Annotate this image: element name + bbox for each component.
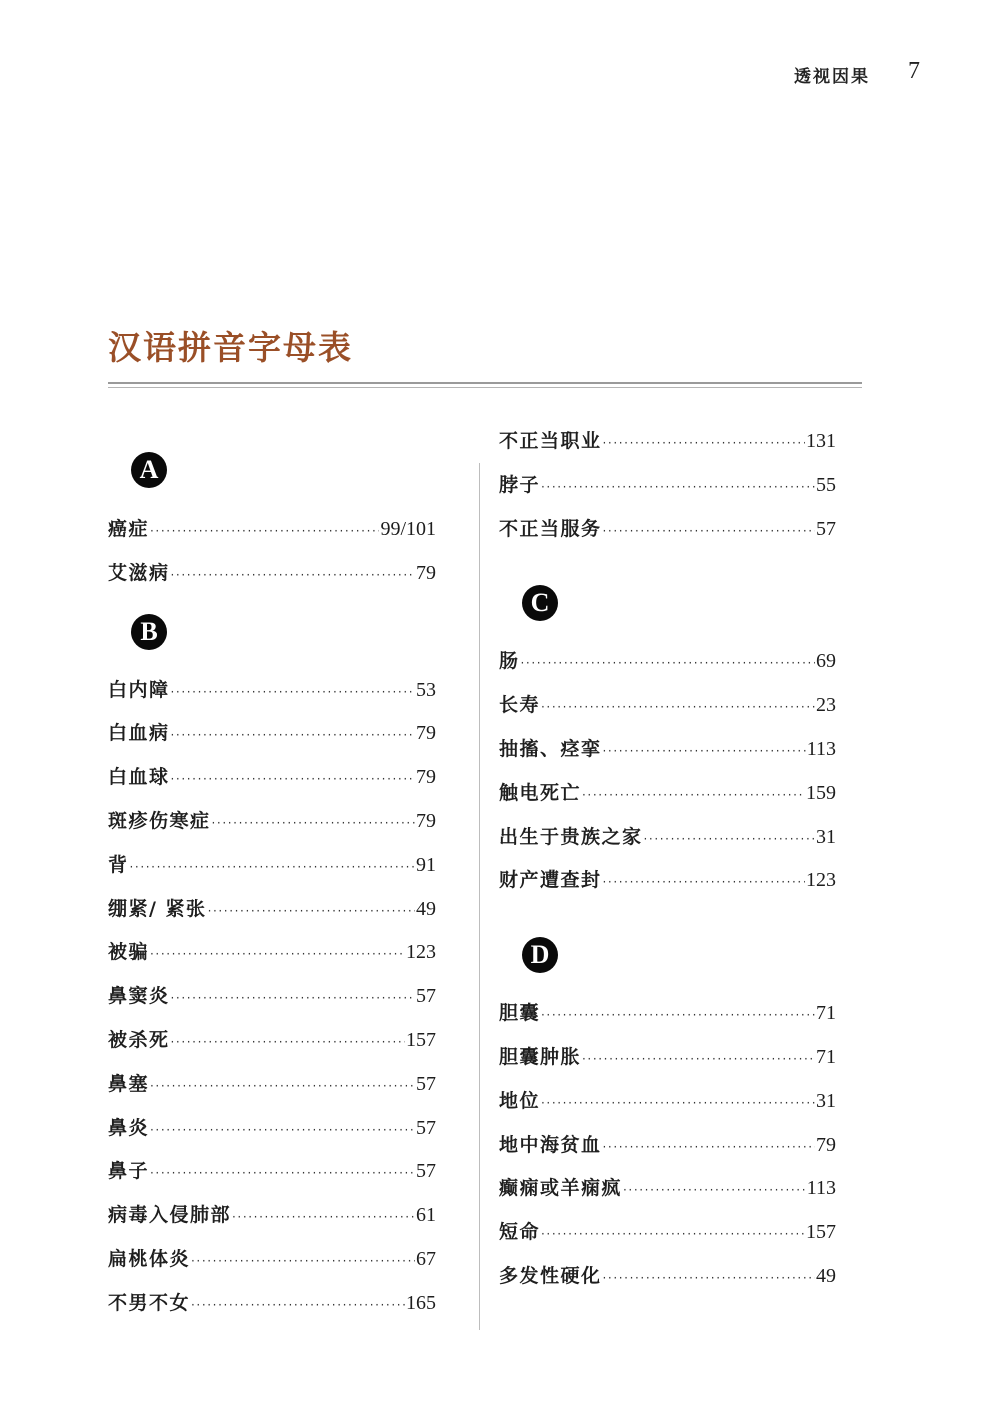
index-entry	[108, 1194, 436, 1238]
leader-dots	[603, 1257, 815, 1301]
index-entry	[499, 640, 836, 684]
entry-term: 癫痫或羊痫疯	[499, 1177, 623, 1200]
entry-page: 61	[416, 1204, 436, 1227]
letter-badge-c: C	[522, 585, 558, 621]
entry-page: 57	[416, 985, 436, 1008]
index-entry	[108, 669, 436, 713]
entry-page: 79	[416, 722, 436, 745]
index-entry	[499, 1167, 836, 1211]
leader-dots	[541, 994, 815, 1038]
index-column-right	[499, 420, 836, 1299]
index-entry	[108, 712, 436, 756]
index-entry	[499, 684, 836, 728]
entry-term: 背	[108, 853, 129, 876]
leader-dots	[171, 977, 415, 1021]
entry-page: 79	[416, 766, 436, 789]
entry-term: 长寿	[499, 694, 541, 717]
index-entry	[108, 756, 436, 800]
index-entry	[499, 1211, 836, 1255]
entry-page: 57	[416, 1160, 436, 1183]
entry-term: 地中海贫血	[499, 1133, 602, 1156]
entry-term: 被骗	[108, 941, 150, 964]
entry-term: 病毒入侵肺部	[108, 1204, 232, 1227]
entry-page: 99/101	[380, 518, 436, 540]
column-divider	[479, 463, 480, 1330]
letter-badge-b: B	[131, 614, 167, 650]
entry-term: 不正当职业	[499, 430, 602, 452]
entry-term: 短命	[499, 1221, 541, 1244]
entry-term: 脖子	[499, 473, 541, 496]
entry-page: 57	[416, 1116, 436, 1139]
entry-page: 69	[816, 650, 836, 673]
entry-term: 白血球	[108, 766, 170, 789]
leader-dots	[541, 466, 815, 510]
entry-term: 白血病	[108, 722, 170, 745]
leader-dots	[191, 1240, 415, 1284]
entry-term: 扁桃体炎	[108, 1247, 191, 1270]
entry-term: 抽搐、痉挛	[499, 737, 602, 760]
index-column-left	[108, 452, 436, 1326]
leader-dots	[150, 933, 405, 977]
index-entry	[499, 1036, 836, 1080]
entry-page: 157	[406, 1028, 436, 1051]
leader-dots	[603, 422, 805, 466]
leader-dots	[150, 1109, 415, 1153]
leader-dots	[582, 774, 805, 818]
leader-dots	[521, 642, 815, 686]
index-entry	[499, 1080, 836, 1124]
leader-dots	[150, 1065, 415, 1109]
leader-dots	[208, 890, 415, 934]
entry-page: 49	[416, 897, 436, 920]
entry-term: 白内障	[108, 678, 170, 701]
entry-page: 67	[416, 1247, 436, 1270]
leader-dots	[212, 802, 415, 846]
index-entry	[499, 816, 836, 860]
index-entry	[499, 508, 836, 552]
index-entry	[499, 464, 836, 508]
index-entry	[108, 552, 436, 596]
entry-term: 被杀死	[108, 1028, 170, 1051]
entry-term: 不男不女	[108, 1291, 191, 1314]
index-entry	[108, 508, 436, 552]
index-entry	[108, 975, 436, 1019]
entry-page: 165	[406, 1291, 436, 1314]
entry-page: 157	[806, 1221, 836, 1244]
index-entry	[108, 1238, 436, 1282]
entry-page: 31	[816, 1089, 836, 1112]
entry-page: 79	[416, 561, 436, 584]
entry-term: 财产遭查封	[499, 869, 602, 892]
letter-badge-d: D	[522, 937, 558, 973]
leader-dots	[541, 686, 815, 730]
entry-page: 123	[406, 941, 436, 964]
leader-dots	[171, 714, 415, 758]
index-entry	[108, 888, 436, 932]
index-entry	[108, 1282, 436, 1326]
entry-page: 131	[806, 430, 836, 452]
index-entry	[108, 800, 436, 844]
leader-dots	[171, 554, 415, 598]
leader-dots	[232, 1196, 415, 1240]
index-entry	[499, 420, 836, 464]
leader-dots	[623, 1169, 806, 1213]
leader-dots	[150, 1152, 415, 1196]
entry-term: 触电死亡	[499, 781, 582, 804]
leader-dots	[603, 861, 805, 905]
index-entry	[499, 1255, 836, 1299]
entry-term: 鼻子	[108, 1160, 150, 1183]
leader-dots	[582, 1038, 815, 1082]
entry-term: 胆囊肿胀	[499, 1045, 582, 1068]
entry-term: 不正当服务	[499, 517, 602, 540]
leader-dots	[541, 1213, 805, 1257]
running-title: 透视因果	[794, 67, 870, 87]
index-entry	[108, 844, 436, 888]
leader-dots	[130, 846, 415, 890]
index-entry	[108, 1150, 436, 1194]
leader-dots	[603, 1126, 815, 1170]
entry-term: 鼻炎	[108, 1116, 150, 1139]
entry-page: 49	[816, 1264, 836, 1287]
leader-dots	[644, 818, 815, 862]
index-entry	[108, 1107, 436, 1151]
entry-term: 出生于贵族之家	[499, 825, 643, 848]
section-title: 汉语拼音字母表	[108, 328, 353, 367]
entry-page: 79	[416, 809, 436, 832]
entry-page: 123	[806, 869, 836, 892]
entry-term: 绷紧/ 紧张	[108, 897, 207, 920]
entry-term: 艾滋病	[108, 561, 170, 584]
leader-dots	[171, 758, 415, 802]
entry-term: 癌症	[108, 518, 150, 540]
entry-term: 多发性硬化	[499, 1264, 602, 1287]
title-double-rule	[108, 382, 862, 388]
leader-dots	[191, 1284, 405, 1328]
letter-badge-a: A	[131, 452, 167, 488]
leader-dots	[150, 510, 379, 554]
entry-page: 113	[806, 737, 836, 760]
running-head	[0, 60, 1000, 86]
entry-term: 斑疹伤寒症	[108, 809, 211, 832]
entry-page: 79	[816, 1133, 836, 1156]
entry-term: 地位	[499, 1089, 541, 1112]
entry-page: 53	[416, 678, 436, 701]
index-entry	[108, 1063, 436, 1107]
index-entry	[108, 931, 436, 975]
entry-page: 71	[816, 1045, 836, 1068]
leader-dots	[541, 1082, 815, 1126]
index-entry	[499, 992, 836, 1036]
entry-page: 23	[816, 694, 836, 717]
index-entry	[108, 1019, 436, 1063]
leader-dots	[171, 1021, 405, 1065]
entry-term: 肠	[499, 650, 520, 673]
entry-term: 鼻塞	[108, 1072, 150, 1095]
index-entry	[499, 772, 836, 816]
entry-page: 55	[816, 473, 836, 496]
index-entry	[499, 1124, 836, 1168]
entry-page: 91	[416, 853, 436, 876]
leader-dots	[171, 671, 415, 715]
entry-page: 113	[806, 1177, 836, 1200]
index-entry	[499, 859, 836, 903]
entry-term: 鼻窦炎	[108, 985, 170, 1008]
entry-term: 胆囊	[499, 1002, 541, 1025]
entry-page: 159	[806, 781, 836, 804]
index-entry	[499, 728, 836, 772]
page-number: 7	[908, 58, 920, 84]
entry-page: 57	[416, 1072, 436, 1095]
entry-page: 71	[816, 1002, 836, 1025]
leader-dots	[603, 730, 806, 774]
leader-dots	[603, 510, 815, 554]
entry-page: 57	[816, 517, 836, 540]
entry-page: 31	[816, 825, 836, 848]
